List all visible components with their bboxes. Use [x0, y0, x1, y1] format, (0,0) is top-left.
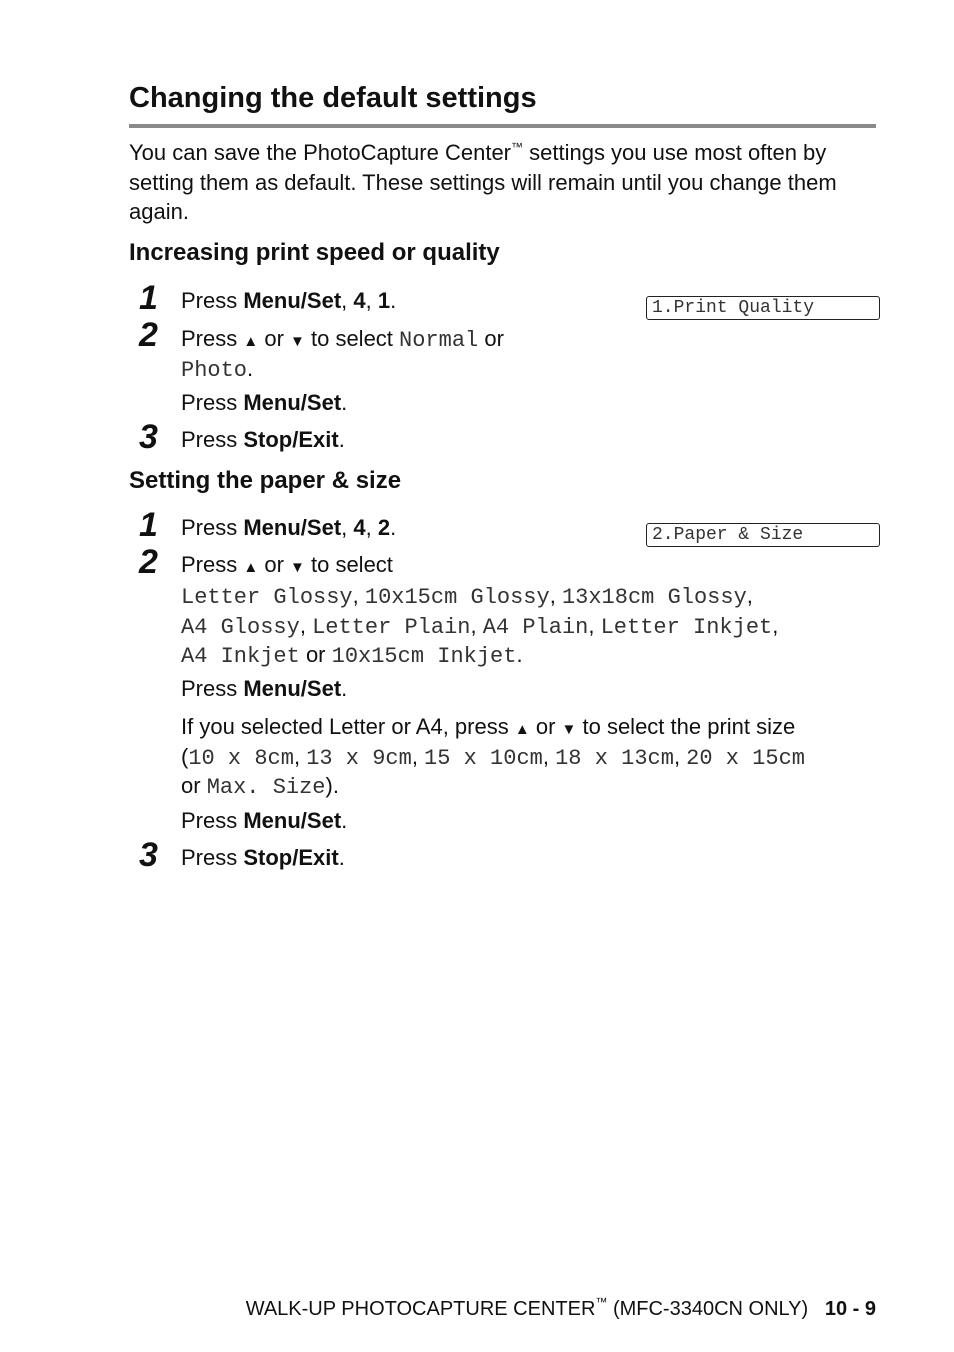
footer-label-a: WALK-UP PHOTOCAPTURE CENTER	[245, 1298, 596, 1320]
option-normal: Normal	[399, 328, 479, 353]
word-press: Press	[181, 552, 244, 577]
word-or: or	[529, 714, 562, 739]
period: .	[516, 642, 523, 667]
paper-option: A4 Inkjet	[181, 644, 300, 669]
page-title: Changing the default settings	[129, 82, 537, 114]
step-number: 1	[139, 279, 158, 317]
comma: ,	[365, 288, 378, 313]
size-intro-b: to select the print size	[576, 714, 796, 739]
word-press: Press	[181, 390, 244, 415]
step-text	[181, 806, 347, 836]
page-number: 10 - 9	[824, 1298, 876, 1320]
step-text	[181, 550, 393, 583]
word-or: or	[258, 552, 291, 577]
step-text	[181, 388, 347, 418]
word-press: Press	[181, 676, 244, 701]
step-text	[181, 843, 345, 873]
size-option: 20 x 15cm	[686, 746, 805, 771]
period: .	[390, 515, 397, 540]
step-text	[181, 425, 345, 455]
intro-text-b: settings you use most often by setting them as default. These settings will remain until you change them again.	[129, 140, 837, 224]
word-press: Press	[181, 808, 244, 833]
period: .	[338, 845, 345, 870]
key-2: 2	[377, 515, 391, 540]
trademark-mark: ™	[595, 1295, 608, 1309]
comma: ,	[341, 515, 354, 540]
period: .	[390, 288, 397, 313]
paper-option: A4 Plain	[482, 615, 589, 640]
words-to-select: to select	[304, 552, 393, 577]
down-arrow-icon: ▼	[290, 559, 305, 576]
key-4: 4	[353, 515, 366, 540]
title-rule	[129, 124, 876, 128]
key-menu-set: Menu/Set	[243, 515, 342, 540]
comma: ,	[341, 288, 354, 313]
up-arrow-icon: ▲	[243, 559, 259, 576]
key-4: 4	[353, 288, 366, 313]
period: .	[341, 676, 348, 701]
period: .	[247, 356, 254, 381]
size-instruction	[181, 712, 795, 745]
footer-label-b: (MFC-3340CN ONLY)	[607, 1298, 809, 1320]
size-option: 18 x 13cm	[555, 746, 674, 771]
step-text	[181, 513, 396, 543]
intro-text-a: You can save the PhotoCapture Center	[129, 140, 512, 165]
period: .	[341, 390, 348, 415]
word-press: Press	[181, 427, 244, 452]
period: .	[338, 427, 345, 452]
key-menu-set: Menu/Set	[243, 676, 342, 701]
step-number: 2	[139, 316, 158, 354]
step-text	[181, 324, 504, 357]
word-press: Press	[181, 515, 244, 540]
size-option: Max. Size	[206, 775, 326, 800]
size-options-line-1: (10 x 8cm, 13 x 9cm, 15 x 10cm, 18 x 13cm, 20 x 15cm	[181, 744, 805, 771]
paper-option: A4 Glossy	[181, 615, 300, 640]
paper-options-line-3	[181, 640, 523, 672]
step-text-cont	[181, 354, 253, 386]
word-or: or	[258, 326, 291, 351]
down-arrow-icon: ▼	[290, 333, 305, 350]
key-menu-set: Menu/Set	[243, 808, 342, 833]
paper-option: Letter Inkjet	[600, 615, 773, 640]
key-stop-exit: Stop/Exit	[243, 845, 339, 870]
intro-paragraph	[129, 138, 889, 227]
paper-options-line-1: Letter Glossy, 10x15cm Glossy, 13x18cm Glossy,	[181, 583, 753, 610]
word-or: or	[299, 642, 332, 667]
key-menu-set: Menu/Set	[243, 288, 342, 313]
lcd-display: 1.Print Quality	[646, 296, 880, 320]
word-or: or	[478, 326, 504, 351]
size-intro-a: If you selected Letter or A4, press	[181, 714, 515, 739]
word-press: Press	[181, 288, 244, 313]
size-option: 10 x 8cm	[188, 746, 294, 771]
lcd-display: 2.Paper & Size	[646, 523, 880, 547]
step-number: 1	[139, 506, 158, 544]
key-1: 1	[377, 288, 391, 313]
trademark-mark: ™	[511, 140, 524, 154]
comma: ,	[365, 515, 378, 540]
key-stop-exit: Stop/Exit	[243, 427, 339, 452]
size-option: 15 x 10cm	[424, 746, 543, 771]
heading-paper-size: Setting the paper & size	[129, 467, 402, 494]
word-press: Press	[181, 845, 244, 870]
step-number: 2	[139, 543, 158, 581]
page-footer	[245, 1295, 876, 1321]
paper-option: 13x18cm Glossy	[561, 585, 747, 610]
paper-option: 10x15cm Inkjet	[331, 644, 517, 669]
up-arrow-icon: ▲	[243, 333, 259, 350]
step-text	[181, 286, 396, 316]
period: .	[341, 808, 348, 833]
word-press: Press	[181, 326, 244, 351]
up-arrow-icon: ▲	[514, 721, 530, 738]
paper-options-line-2: A4 Glossy, Letter Plain, A4 Plain, Letter Inkjet,	[181, 613, 779, 640]
option-photo: Photo	[181, 358, 248, 383]
paper-option: 10x15cm Glossy	[364, 585, 550, 610]
size-options-line-2: or Max. Size).	[181, 773, 339, 800]
key-menu-set: Menu/Set	[243, 390, 342, 415]
heading-print-quality: Increasing print speed or quality	[129, 239, 500, 266]
step-text	[181, 674, 347, 704]
paper-option: Letter Glossy	[181, 585, 353, 610]
size-option: 13 x 9cm	[306, 746, 412, 771]
step-number: 3	[139, 836, 158, 874]
down-arrow-icon: ▼	[561, 721, 577, 738]
words-to-select: to select	[304, 326, 400, 351]
step-number: 3	[139, 418, 158, 456]
paper-option: Letter Plain	[312, 615, 471, 640]
